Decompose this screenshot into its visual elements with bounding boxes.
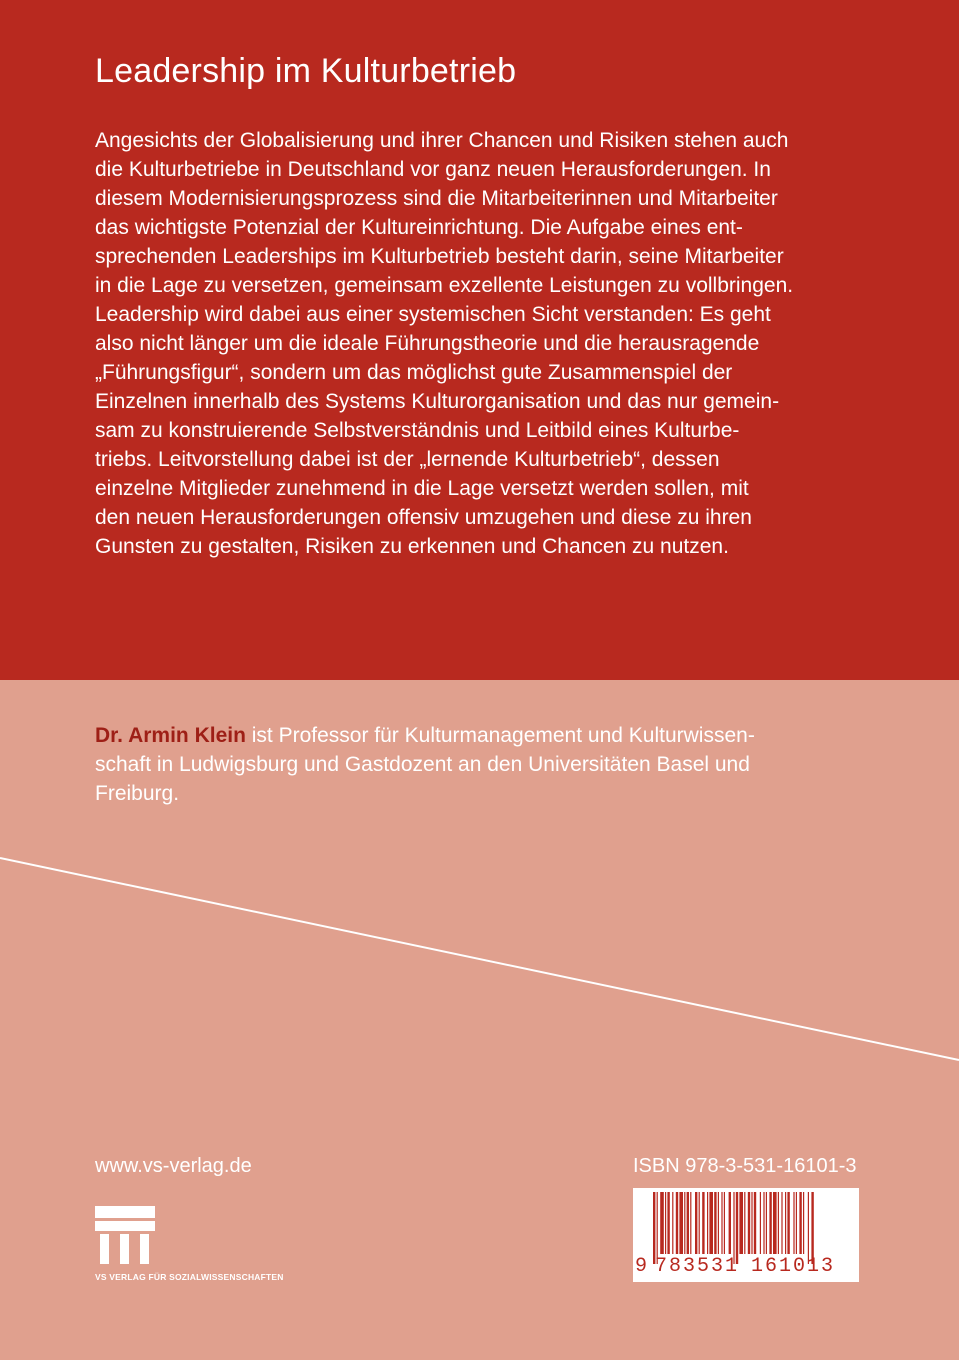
barcode-digit-group: 783531: [655, 1255, 740, 1278]
barcode-bar: [667, 1192, 669, 1254]
description-line: in die Lage zu versetzen, gemeinsam exzellente Leistungen zu vollbringen.: [95, 274, 794, 297]
author-bio-text: ist Professor für Kulturmanagement und Kulturwissen-: [245, 724, 755, 747]
barcode-bar: [690, 1192, 691, 1254]
author-name: Dr. Armin Klein: [95, 724, 246, 747]
description-line: diesem Modernisierungsprozess sind die Mitarbeiterinnen und Mitarbeiter: [95, 187, 778, 210]
author-bio-line: schaft in Ludwigsburg und Gastdozent an den Universitäten Basel und: [95, 753, 750, 776]
book-description: [95, 126, 865, 561]
barcode-bar: [709, 1192, 713, 1254]
barcode-bar: [754, 1192, 756, 1254]
barcode-bar: [657, 1192, 658, 1264]
barcode-bar: [808, 1192, 809, 1264]
barcode-bar: [699, 1192, 700, 1254]
barcode-bar: [811, 1192, 813, 1264]
description-line: Einzelnen innerhalb des Systems Kulturorganisation und das nur gemein-: [95, 390, 780, 413]
book-title: Leadership im Kulturbetrieb: [95, 52, 517, 90]
barcode-bar: [684, 1192, 685, 1254]
barcode-bar: [739, 1192, 743, 1254]
barcode-bar: [687, 1192, 689, 1254]
barcode-digit-group: 9: [635, 1255, 648, 1278]
barcode-bar: [787, 1192, 789, 1254]
description-line: also nicht länger um die ideale Führungstheorie und die herausragende: [95, 332, 760, 355]
barcode-bar: [796, 1192, 797, 1254]
barcode-bar: [665, 1192, 666, 1254]
barcode-bar: [724, 1192, 725, 1254]
description-line: die Kulturbetriebe in Deutschland vor ganz neuen Herausforderungen. In: [95, 158, 771, 181]
publisher-name: VS VERLAG FÜR SOZIALWISSENSCHAFTEN: [95, 1272, 284, 1282]
barcode-bar: [748, 1192, 750, 1254]
barcode-bar: [660, 1192, 664, 1254]
barcode-bar: [679, 1192, 683, 1254]
description-line: das wichtigste Potenzial der Kultureinrichtung. Die Aufgabe eines ent-: [95, 216, 743, 239]
barcode-bar: [707, 1192, 708, 1254]
barcode-bar: [751, 1192, 752, 1254]
author-bio-line: [95, 721, 865, 750]
barcode-bar: [733, 1192, 734, 1264]
description-line: den neuen Herausforderungen offensiv umzugehen und diese zu ihren: [95, 506, 752, 529]
barcode-bar: [736, 1192, 738, 1264]
barcode-bar: [729, 1192, 731, 1254]
barcode-bar: [760, 1192, 761, 1254]
barcode-digit-group: 161013: [751, 1255, 836, 1278]
barcode-bar: [744, 1192, 745, 1254]
barcode-bar: [702, 1192, 704, 1254]
barcode-bar: [803, 1192, 804, 1254]
barcode-bar: [672, 1192, 673, 1254]
author-bio: [95, 721, 865, 808]
barcode-bar: [653, 1192, 655, 1264]
description-line: sprechenden Leaderships im Kulturbetrieb besteht darin, seine Mitarbeiter: [95, 245, 784, 268]
barcode: [633, 1188, 859, 1282]
isbn-label: ISBN 978-3-531-16101-3: [633, 1155, 857, 1177]
barcode-bar: [773, 1192, 777, 1254]
barcode-bar: [769, 1192, 771, 1254]
barcode-bar: [785, 1192, 786, 1254]
barcode-bar: [718, 1192, 719, 1254]
publisher-website: www.vs-verlag.de: [95, 1155, 252, 1177]
barcode-bar: [676, 1192, 678, 1254]
description-line: Gunsten zu gestalten, Risiken zu erkennen und Chancen zu nutzen.: [95, 535, 729, 558]
barcode-bar: [714, 1192, 716, 1254]
description-line: „Führungsfigur“, sondern um das möglichst gute Zusammenspiel der: [95, 361, 733, 384]
barcode-bar: [721, 1192, 722, 1254]
author-bio-line: Freiburg.: [95, 782, 180, 805]
description-line: einzelne Mitglieder zunehmend in die Lage versetzt werden sollen, mit: [95, 477, 749, 500]
barcode-bar: [766, 1192, 767, 1254]
barcode-bar: [778, 1192, 779, 1254]
barcode-bar: [781, 1192, 782, 1254]
barcode-bar: [793, 1192, 794, 1254]
barcode-bar: [695, 1192, 697, 1254]
description-line: triebs. Leitvorstellung dabei ist der „lernende Kulturbetrieb“, dessen: [95, 448, 720, 471]
description-line: sam zu konstruierende Selbstverständnis und Leitbild eines Kulturbe-: [95, 419, 740, 442]
barcode-bar: [763, 1192, 764, 1254]
description-line: Angesichts der Globalisierung und ihrer Chancen und Risiken stehen auch: [95, 129, 789, 152]
barcode-bar: [799, 1192, 801, 1254]
description-line: Leadership wird dabei aus einer systemischen Sicht verstanden: Es geht: [95, 303, 771, 326]
